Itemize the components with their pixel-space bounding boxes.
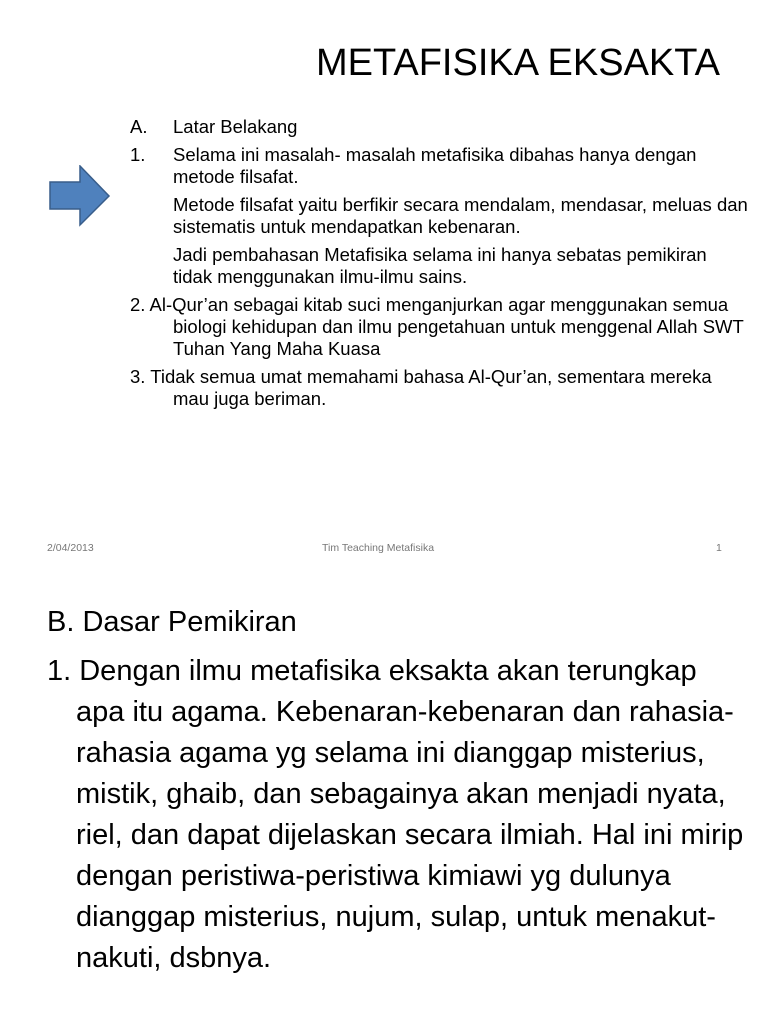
footer-date: 2/04/2013 (47, 542, 94, 554)
footer-title: Tim Teaching Metafisika (322, 542, 435, 554)
item-1-marker: 1. (130, 144, 146, 165)
item-1-paragraph-2-text: Metode filsafat yaitu berfikir secara mendalam, mendasar, meluas dan sistematis untuk mendapatkan kebenaran. (173, 194, 748, 237)
item-1-paragraph-3 (130, 244, 750, 288)
section-a-marker: A. (130, 116, 148, 137)
item-1-paragraph-2 (130, 194, 750, 238)
item-1 (130, 144, 750, 188)
item-3: 3. Tidak semua umat memahami bahasa Al-Qur’an, sementara mereka mau juga beriman. (130, 366, 712, 409)
point-1: 1. Dengan ilmu metafisika eksakta akan terungkap apa itu agama. Kebenaran-kebenaran dan rahasia-rahasia agama yg selama ini dianggap misterius, mistik, ghaib, dan sebagainya akan menjadi nyata, riel, dan dapat dijelaskan secara ilmiah. Hal ini mirip dengan peristiwa-peristiwa kimiawi yg dulunya dianggap misterius, nujum, sulap, untuk menakut-nakuti, dsbnya. (47, 655, 744, 974)
right-arrow-icon (49, 165, 111, 227)
item-1-text: Selama ini masalah- masalah metafisika dibahas hanya dengan metode filsafat. (173, 144, 697, 187)
slide-title: METAFISIKA EKSAKTA (315, 42, 720, 84)
section-b-heading: B. Dasar Pemikiran (47, 606, 297, 638)
item-1-paragraph-3-text: Jadi pembahasan Metafisika selama ini hanya sebatas pemikiran tidak menggunakan ilmu-ilmu sains. (173, 244, 707, 287)
section-a-text: Latar Belakang (173, 116, 298, 137)
footer-page-number: 1 (716, 542, 722, 554)
slide-2 (0, 575, 768, 1024)
item-2: 2. Al-Qur’an sebagai kitab suci menganjurkan agar menggunakan semua biologi kehidupan dan ilmu pengetahuan untuk menggenal Allah SWT Tuhan Yang Maha Kuasa (130, 294, 744, 359)
slide-1-content (130, 116, 750, 410)
slide-2-content (47, 602, 747, 979)
section-a (130, 116, 750, 138)
